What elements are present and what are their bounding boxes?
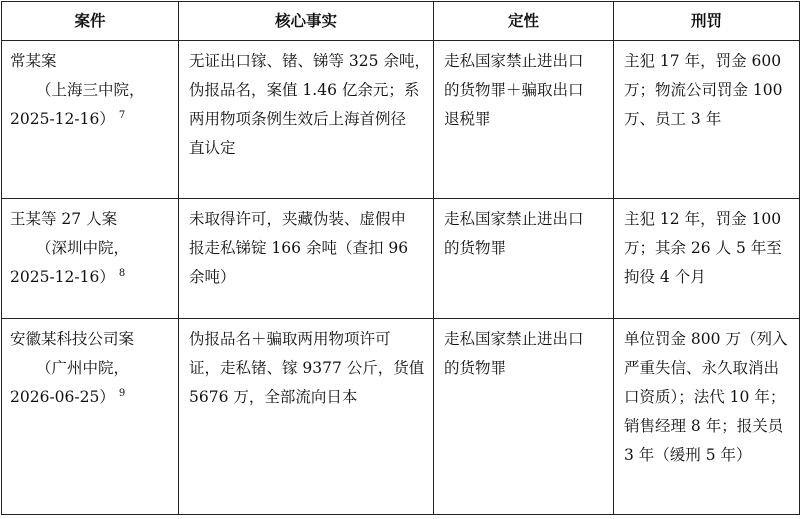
table-header-row <box>2 2 800 41</box>
nature-cell <box>434 199 614 319</box>
case-name: 王某等 27 人案 <box>10 210 118 228</box>
table-row <box>2 41 800 199</box>
case-date-line <box>10 263 174 292</box>
penalty-cell <box>614 319 800 515</box>
nature-cell <box>434 41 614 199</box>
penalty-line: 主犯 17 年，罚金 600 <box>624 52 782 70</box>
case-date-line <box>10 105 174 134</box>
case-name: 常某案 <box>10 52 57 70</box>
penalty-line: 万、员工 3 年 <box>624 110 722 128</box>
penalty-line: 拘役 4 个月 <box>624 268 706 286</box>
penalty-line: 3 年（缓刑 5 年） <box>624 446 752 464</box>
case-cell <box>2 199 179 319</box>
case-court: （广州中院， <box>36 359 130 377</box>
facts-line: 无证出口镓、锗、锑等 325 余吨， <box>189 52 430 70</box>
footnote-ref[interactable]: 8 <box>118 267 126 279</box>
case-name: 安徽某科技公司案 <box>10 330 135 348</box>
case-table <box>1 1 800 515</box>
facts-line: 伪报品名，案值 1.46 亿余元；系 <box>189 81 420 99</box>
case-date: 2025-12-16） <box>10 110 115 128</box>
nature-cell <box>434 319 614 515</box>
penalty-line: 万；其余 26 人 5 年至 <box>624 239 782 257</box>
table-row <box>2 319 800 515</box>
nature-line: 退税罪 <box>444 110 491 128</box>
facts-line: 报走私锑锭 166 余吨（查扣 96 <box>189 239 409 257</box>
case-cell <box>2 319 179 515</box>
facts-line: 直认定 <box>189 139 236 157</box>
facts-line: 5676 万，全部流向日本 <box>189 388 358 406</box>
nature-line: 的货物罪 <box>444 239 507 257</box>
case-court: （深圳中院， <box>36 239 130 257</box>
nature-line: 走私国家禁止进出口 <box>444 330 584 348</box>
penalty-cell <box>614 199 800 319</box>
case-court: （上海三中院， <box>36 81 145 99</box>
header-nature: 定性 <box>434 2 614 41</box>
header-penalty: 刑罚 <box>614 2 800 41</box>
facts-line: 证，走私锗、镓 9377 公斤，货值 <box>189 359 425 377</box>
nature-line: 走私国家禁止进出口 <box>444 52 584 70</box>
facts-cell <box>179 319 434 515</box>
penalty-line: 万；物流公司罚金 100 <box>624 81 783 99</box>
penalty-line: 口资质）；法代 10 年； <box>624 388 786 406</box>
facts-line: 未取得许可，夹藏伪装、虚假申 <box>189 210 407 228</box>
case-date: 2025-12-16） <box>10 268 115 286</box>
case-date: 2026-06-25） <box>10 388 115 406</box>
penalty-cell <box>614 41 800 199</box>
header-case: 案件 <box>2 2 179 41</box>
facts-line: 两用物项条例生效后上海首例径 <box>189 110 407 128</box>
nature-line: 的货物罪＋骗取出口 <box>444 81 584 99</box>
facts-cell <box>179 41 434 199</box>
penalty-line: 单位罚金 800 万（列入 <box>624 330 788 348</box>
case-date-line <box>10 383 174 412</box>
table-row <box>2 199 800 319</box>
footnote-ref[interactable]: 7 <box>118 109 126 121</box>
nature-line: 的货物罪 <box>444 359 507 377</box>
penalty-line: 主犯 12 年，罚金 100 <box>624 210 782 228</box>
facts-cell <box>179 199 434 319</box>
header-facts: 核心事实 <box>179 2 434 41</box>
penalty-line: 销售经理 8 年；报关员 <box>624 417 784 435</box>
facts-line: 伪报品名＋骗取两用物项许可 <box>189 330 391 348</box>
case-cell <box>2 41 179 199</box>
footnote-ref[interactable]: 9 <box>118 387 126 399</box>
facts-line: 余吨） <box>189 268 236 286</box>
penalty-line: 严重失信、永久取消出 <box>624 359 780 377</box>
nature-line: 走私国家禁止进出口 <box>444 210 584 228</box>
